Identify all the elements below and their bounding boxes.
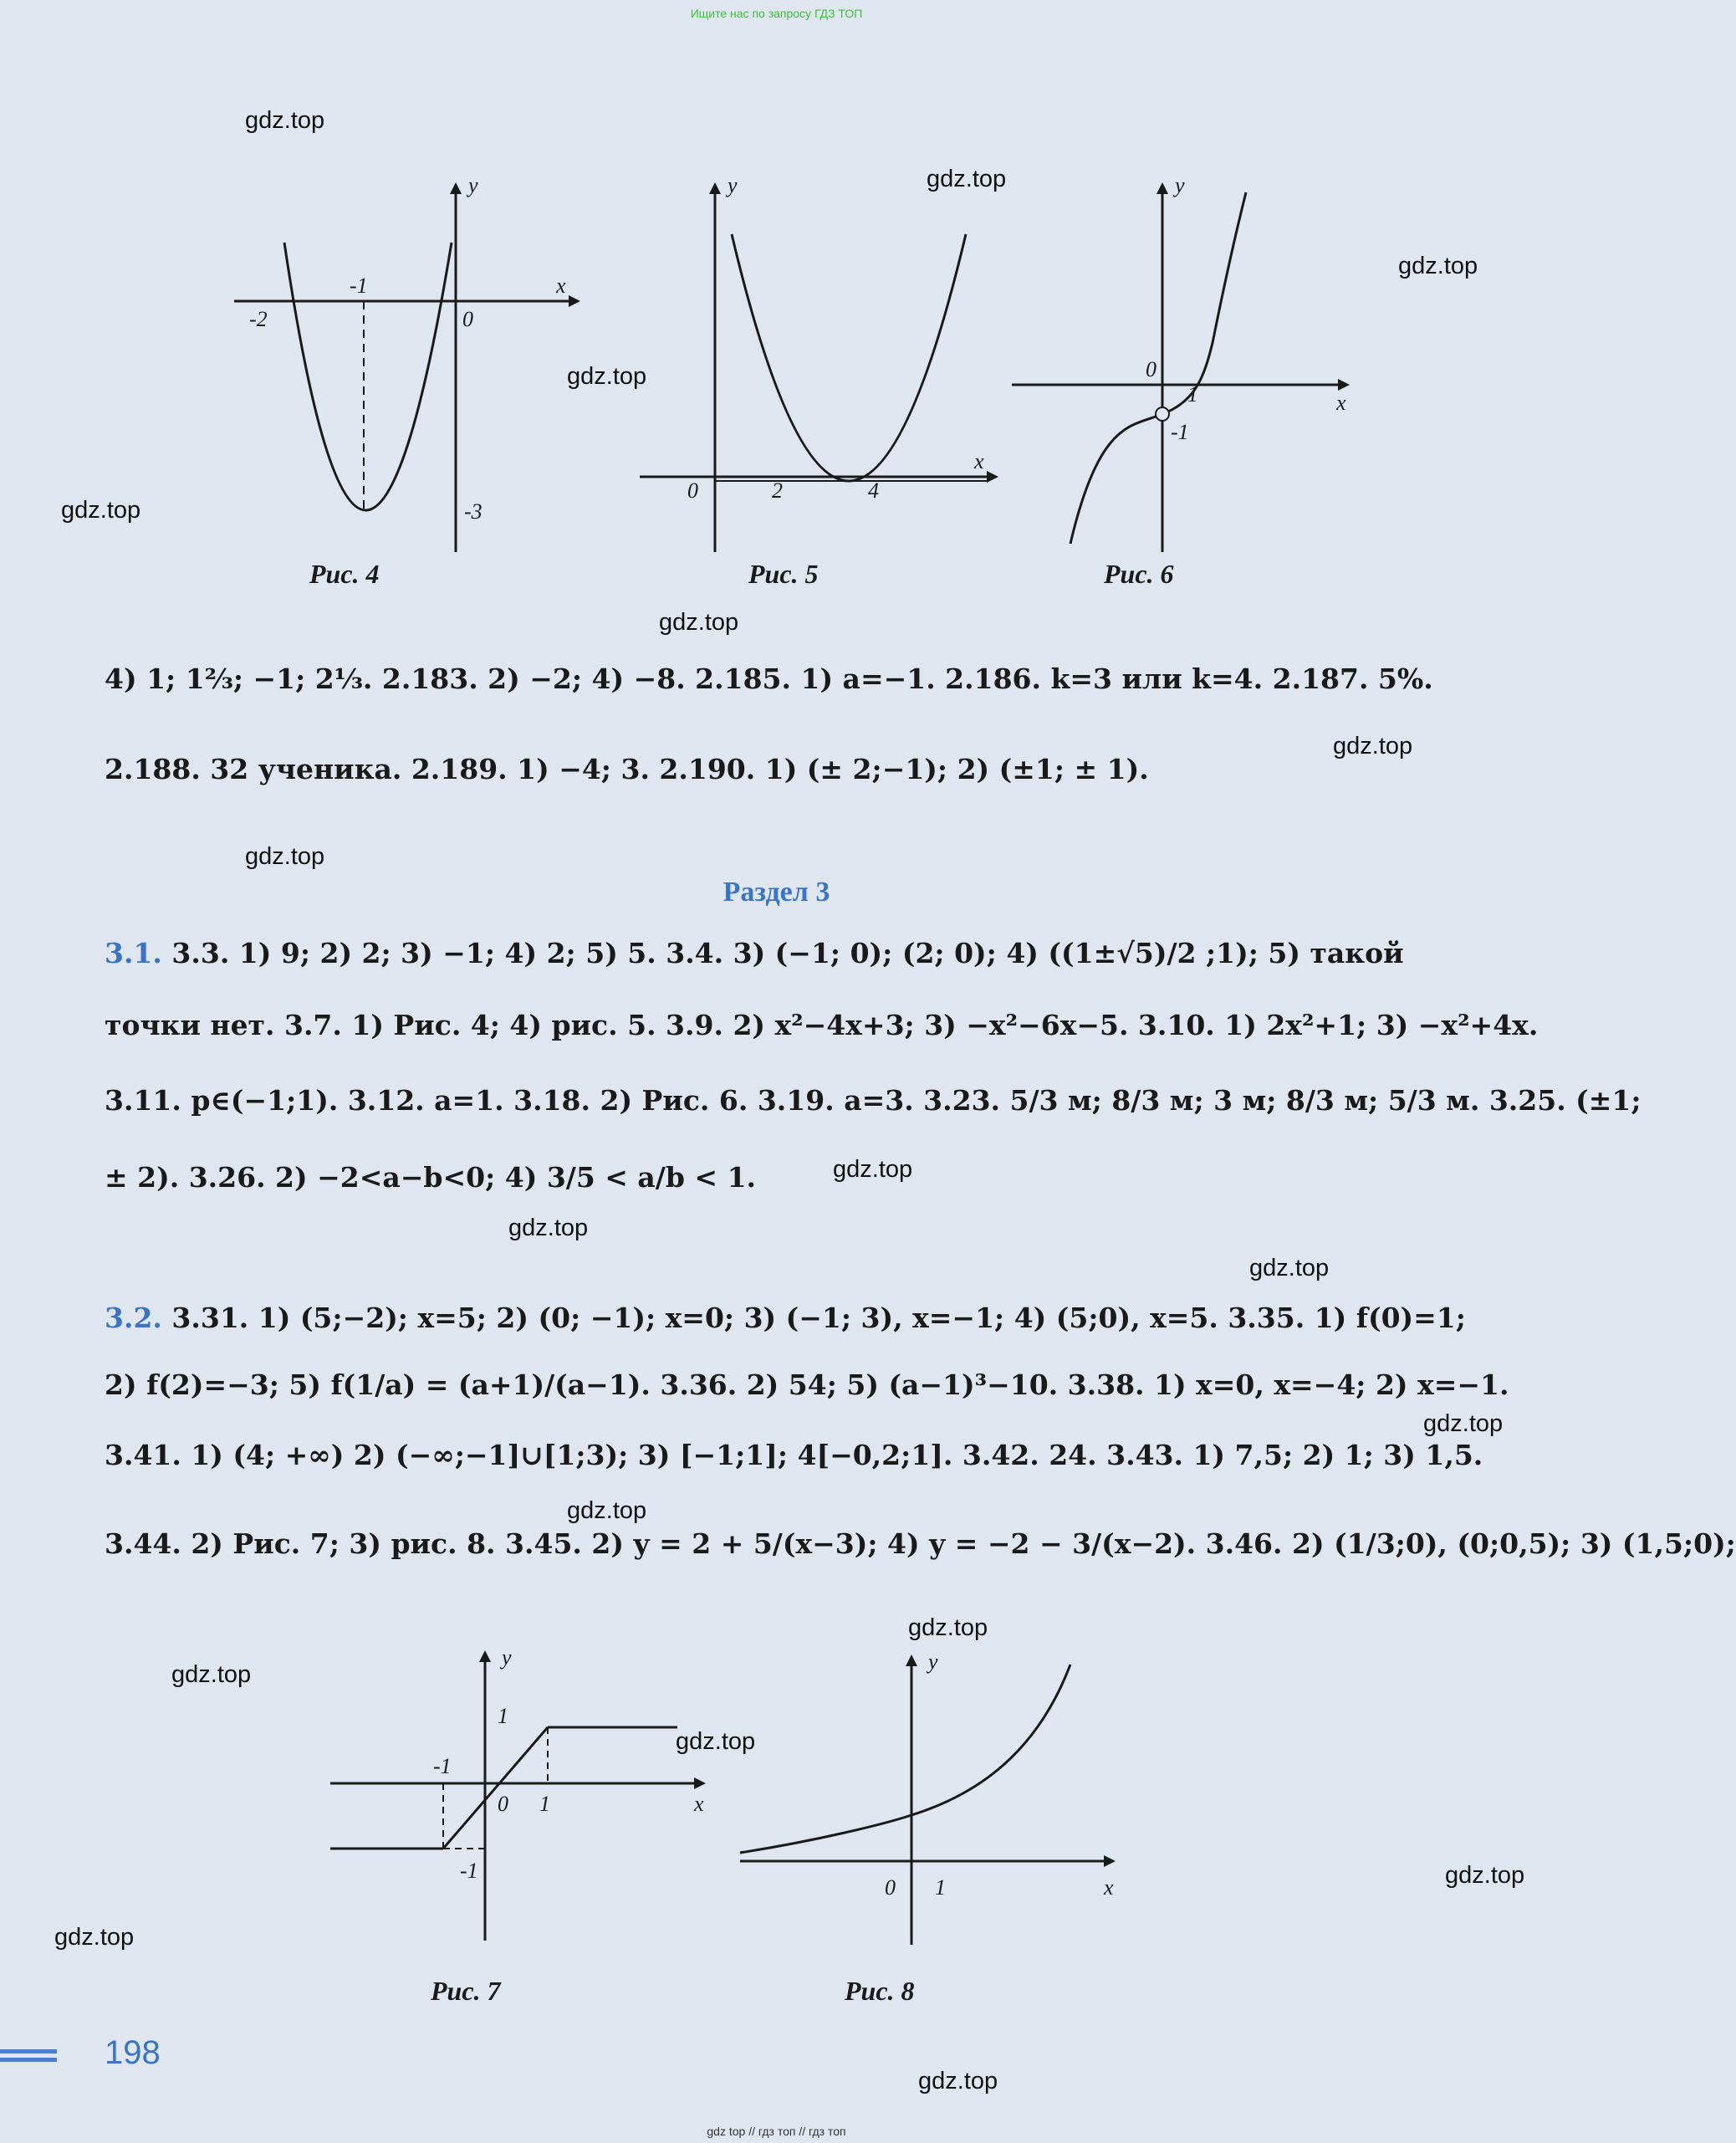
axis-label-x: x	[1336, 391, 1346, 415]
watermark: gdz.top	[1249, 1255, 1330, 1281]
answer-line: 4) 1; 1⅔; −1; 2⅓. 2.183. 2) −2; 4) −8. 2.185. 1) a=−1. 2.186. k=3 или k=4. 2.187. 5%.	[105, 662, 1433, 695]
figure-7-graph	[326, 1645, 711, 1957]
tick-label: -1	[460, 1859, 478, 1883]
axis-label-x: x	[974, 449, 984, 473]
answer-line	[105, 1302, 1484, 1335]
watermark: gdz.top	[908, 1614, 988, 1641]
tick-label: 1	[1187, 382, 1198, 407]
figure-5-graph	[636, 173, 1003, 569]
watermark: gdz.top	[1423, 1410, 1504, 1437]
tick-label: 0	[462, 307, 473, 331]
tick-label: 2	[772, 478, 783, 503]
figure-8-graph	[736, 1649, 1129, 1961]
figure-4-caption: Рис. 4	[309, 559, 380, 589]
tick-label: 4	[868, 478, 879, 503]
watermark: gdz.top	[918, 2068, 998, 2094]
watermark: gdz.top	[245, 107, 325, 134]
figure-6-graph	[1008, 173, 1359, 569]
watermark: gdz.top	[659, 609, 739, 636]
subsection-number: 3.2.	[105, 1302, 162, 1334]
answer-line: 3.41. 1) (4; +∞) 2) (−∞;−1]∪[1;3); 3) [−1;1]; 4[−0,2;1]. 3.42. 24. 3.43. 1) 7,5; 2) 1; 3) 1,5.	[105, 1439, 1483, 1471]
watermark: gdz.top	[1445, 1862, 1525, 1889]
figure-7-caption: Рис. 7	[431, 1976, 501, 2006]
page-corner-stripes	[0, 2049, 57, 2066]
tick-label: 1	[539, 1792, 550, 1816]
page-number: 198	[105, 2034, 161, 2071]
tick-label: 1	[498, 1704, 508, 1728]
watermark: gdz.top	[567, 363, 647, 390]
subsection-number: 3.1.	[105, 937, 162, 969]
answer-line	[105, 937, 1484, 970]
axis-label-y: y	[728, 173, 738, 197]
tick-label: 0	[498, 1792, 508, 1816]
tick-label: -3	[464, 499, 483, 524]
watermark: gdz.top	[54, 1924, 135, 1951]
axis-label-x: x	[556, 274, 566, 298]
tick-label: 1	[935, 1875, 946, 1900]
figure-5-caption: Рис. 5	[748, 559, 819, 589]
watermark: gdz.top	[61, 497, 141, 524]
answer-text: 3.31. 1) (5;−2); x=5; 2) (0; −1); x=0; 3) (−1; 3), x=−1; 4) (5;0), x=5. 3.35. 1) f(0)=1;	[171, 1302, 1466, 1334]
tick-label: -1	[433, 1754, 452, 1778]
answer-line: 3.11. p∈(−1;1). 3.12. a=1. 3.18. 2) Рис. 6. 3.19. a=3. 3.23. 5/3 м; 8/3 м; 3 м; 8/3 м; 5/3 м. 3.25. (±1;	[105, 1084, 1642, 1117]
tick-label: 0	[1146, 357, 1156, 381]
footer-banner[interactable]: gdz top // гдз топ // гдз топ	[707, 2125, 846, 2138]
watermark: gdz.top	[567, 1497, 647, 1524]
axis-label-y: y	[502, 1645, 512, 1670]
answer-line: ± 2). 3.26. 2) −2<a−b<0; 4) 3/5 < a/b < 1.	[105, 1161, 757, 1194]
answer-line: точки нет. 3.7. 1) Рис. 4; 4) рис. 5. 3.9. 2) x²−4x+3; 3) −x²−6x−5. 3.10. 1) 2x²+1; 3) −x²+4x.	[105, 1009, 1539, 1041]
axis-label-y: y	[468, 173, 478, 197]
watermark: gdz.top	[171, 1661, 252, 1688]
section-heading: Раздел 3	[722, 877, 830, 908]
tick-label: -1	[1171, 420, 1189, 444]
watermark: gdz.top	[508, 1215, 589, 1241]
figure-4-graph	[226, 173, 577, 569]
tick-label: -1	[350, 274, 368, 298]
tick-label: 0	[687, 478, 698, 503]
watermark: gdz.top	[676, 1728, 756, 1755]
answer-text: 3.3. 1) 9; 2) 2; 3) −1; 4) 2; 5) 5. 3.4. 3) (−1; 0); (2; 0); 4) ((1±√5)/2 ;1); 5) такой	[171, 937, 1404, 969]
watermark: gdz.top	[1333, 733, 1413, 760]
watermark: gdz.top	[1398, 253, 1478, 279]
axis-label-y: y	[928, 1649, 938, 1674]
watermark: gdz.top	[833, 1156, 913, 1183]
axis-label-x: x	[694, 1792, 704, 1816]
axis-label-y: y	[1175, 173, 1185, 197]
figure-6-caption: Рис. 6	[1104, 559, 1174, 589]
watermark: gdz.top	[245, 843, 325, 870]
tick-label: 0	[885, 1875, 896, 1900]
tick-label: -2	[249, 307, 268, 331]
answer-line: 3.44. 2) Рис. 7; 3) рис. 8. 3.45. 2) y = 2 + 5/(x−3); 4) y = −2 − 3/(x−2). 3.46. 2) (1/3;0), (0;0,5); 3) (1,5;0);	[105, 1527, 1736, 1560]
answer-line: 2.188. 32 ученика. 2.189. 1) −4; 3. 2.190. 1) (± 2;−1); 2) (±1; ± 1).	[105, 753, 1149, 785]
figure-8-caption: Рис. 8	[845, 1976, 915, 2006]
axis-label-x: x	[1104, 1875, 1114, 1900]
watermark: gdz.top	[927, 166, 1007, 192]
answer-line: 2) f(2)=−3; 5) f(1/a) = (a+1)/(a−1). 3.36. 2) 54; 5) (a−1)³−10. 3.38. 1) x=0, x=−4; 2) x=−1.	[105, 1368, 1509, 1401]
header-banner[interactable]: Ищите нас по запросу ГДЗ ТОП	[690, 7, 863, 20]
